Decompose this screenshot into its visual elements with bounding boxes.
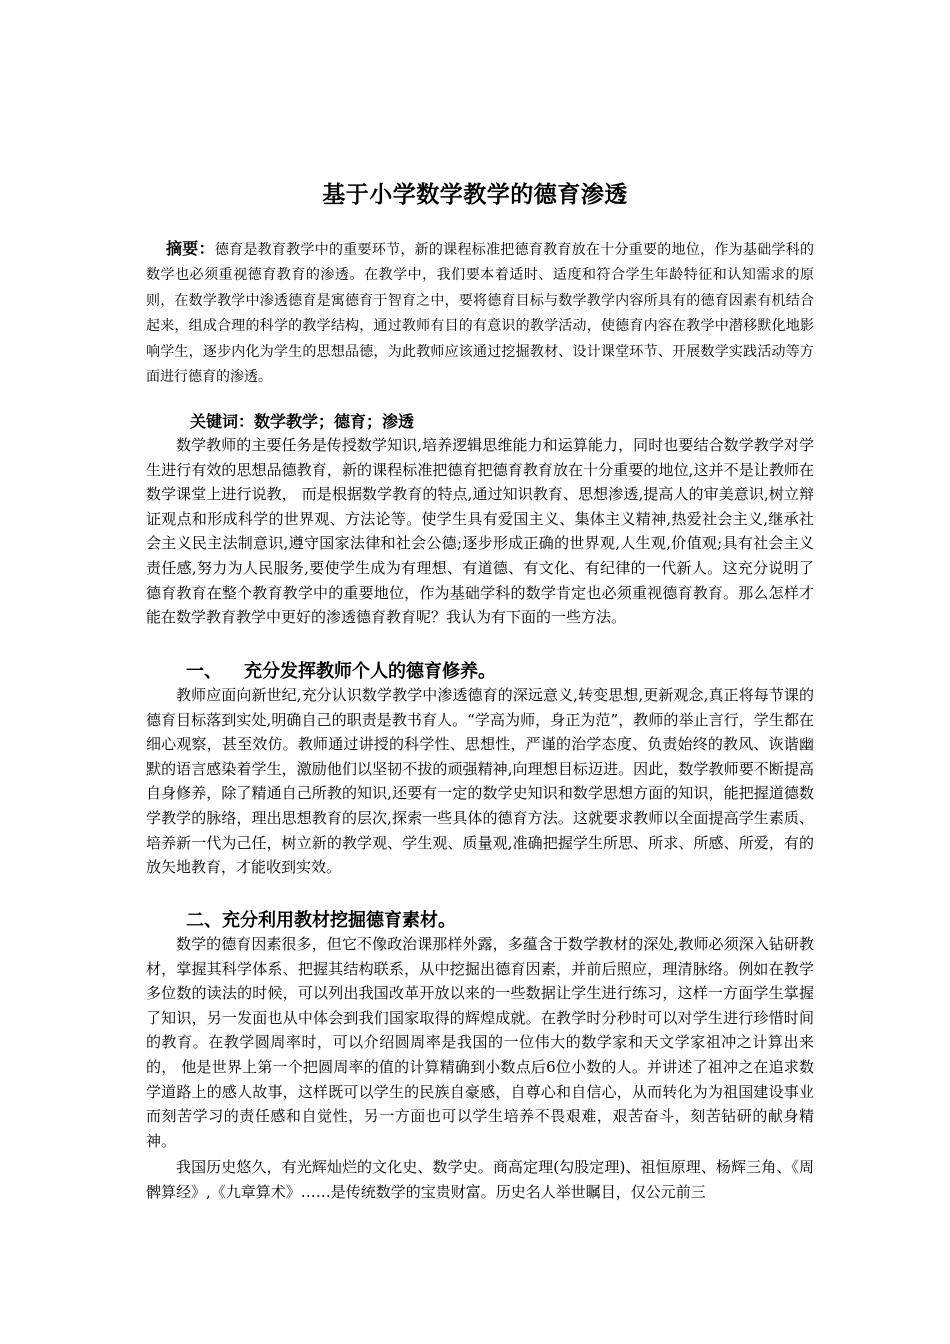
abstract-label: 摘要： bbox=[166, 239, 215, 258]
abstract bbox=[146, 236, 814, 390]
keywords: 关键词：数学教学；德育；渗透 bbox=[190, 412, 415, 431]
section-1-heading bbox=[186, 657, 496, 683]
section-1-number: 一、 bbox=[186, 661, 222, 682]
section-2-paragraph-1: 数学的德育因素很多，但它不像政治课那样外露，多蕴含于数学教材的深处,教师必须深入钻研教材，掌握其科学体系、把握其结构联系，从中挖掘出德育因素，并前后照应，理清脉络。例如在教学多位数的读法的时候，可以列出我国改革开放以来的一些数据让学生进行练习，这样一方面学生掌握了知识，另一发面也从中体会到我们国家取得的辉煌成就。在教学时分秒时可以对学生进行珍惜时间的教育。在教学圆周率时，可以介绍圆周率是我国的一位伟大的数学家和天文学家祖冲之计算出来的， 他是世界上第一个把圆周率的值的计算精确到小数点后6位小数的人。并讲述了祖冲之在追求数学道路上的感人故事，这样既可以学生的民族自豪感，自尊心和自信心，从而转化为为祖国建设事业而刻苦学习的责任感和自觉性，另一方面也可以学生培养不畏艰难，艰苦奋斗，刻苦钻研的献身精神。 bbox=[146, 935, 814, 1150]
section-2-heading: 二、充分利用教材挖掘德育素材。 bbox=[186, 910, 456, 931]
section-2-paragraph-2: 我国历史悠久，有光辉灿烂的文化史、数学史。商高定理(勾股定理)、祖恒原理、杨辉三角、《周髀算经》,《九章算术》……是传统数学的宝贵财富。历史名人举世瞩目，仅公元前三 bbox=[146, 1158, 814, 1201]
abstract-text: 德育是教育教学中的重要环节，新的课程标准把德育教育放在十分重要的地位，作为基础学科的数学也必须重视德育教育的渗透。在教学中，我们要本着适时、适度和符合学生年龄特征和认知需求的原则，在数学教学中渗透德育是寓德育于智育之中，要将德育目标与数学教学内容所具有的德育因素有机结合起来，组成合理的科学的教学结构，通过教师有目的有意识的教学活动，使德育内容在教学中潜移默化地影响学生，逐步内化为学生的思想品德，为此教师应该通过挖掘教材、设计课堂环节、开展数学实践活动等方面进行德育的渗透。 bbox=[146, 242, 814, 386]
section-1-paragraph: 教师应面向新世纪,充分认识数学教学中渗透德育的深远意义,转变思想,更新观念,真正将每节课的德育目标落到实处,明确自己的职责是教书育人。“学高为师，身正为范”，教师的举止言行，学生都在细心观察，甚至效仿。教师通过讲授的科学性、思想性，严谨的治学态度、负责始终的教风、诙谐幽默的语言感染着学生，激励他们以坚韧不拔的顽强精神,向理想目标迈进。因此，数学教师要不断提高自身修养，除了精通自己所教的知识,还要有一定的数学史知识和数学思想方面的知识，能把握道德数学教学的脉络，理出思想教育的层次,探索一些具体的德育方法。这就要求教师以全面提高学生素质、培养新一代为己任，树立新的教学观、学生观、质量观,准确把握学生所思、所求、所感、所爱，有的放矢地教育，才能收到实效。 bbox=[146, 686, 814, 877]
document-title: 基于小学数学教学的德育渗透 bbox=[322, 182, 628, 208]
intro-paragraph: 数学教师的主要任务是传授数学知识,培养逻辑思维能力和运算能力，同时也要结合数学教学对学生进行有效的思想品德教育，新的课程标准把德育把德育教育放在十分重要的地位,这并不是让教师在数学课堂上进行说教， 而是根据数学教育的特点,通过知识教育、思想渗透,提高人的审美意识,树立辩证观点和形成科学的世界观、方法论等。使学生具有爱国主义、集体主义精神,热爱社会主义,继承社会主义民主法制意识,遵守国家法律和社会公德;逐步形成正确的世界观,人生观,价值观;具有社会主义责任感,努力为人民服务,要使学生成为有理想、有道德、有文化、有纪律的一代新人。这充分说明了德育教育在整个教育教学中的重要地位，作为基础学科的数学肯定也必须重视德育教育。那么怎样才能在数学教育教学中更好的渗透德育教育呢？我认为有下面的一些方法。 bbox=[146, 436, 814, 627]
section-1-title: 充分发挥教师个人的德育修养。 bbox=[244, 661, 496, 682]
